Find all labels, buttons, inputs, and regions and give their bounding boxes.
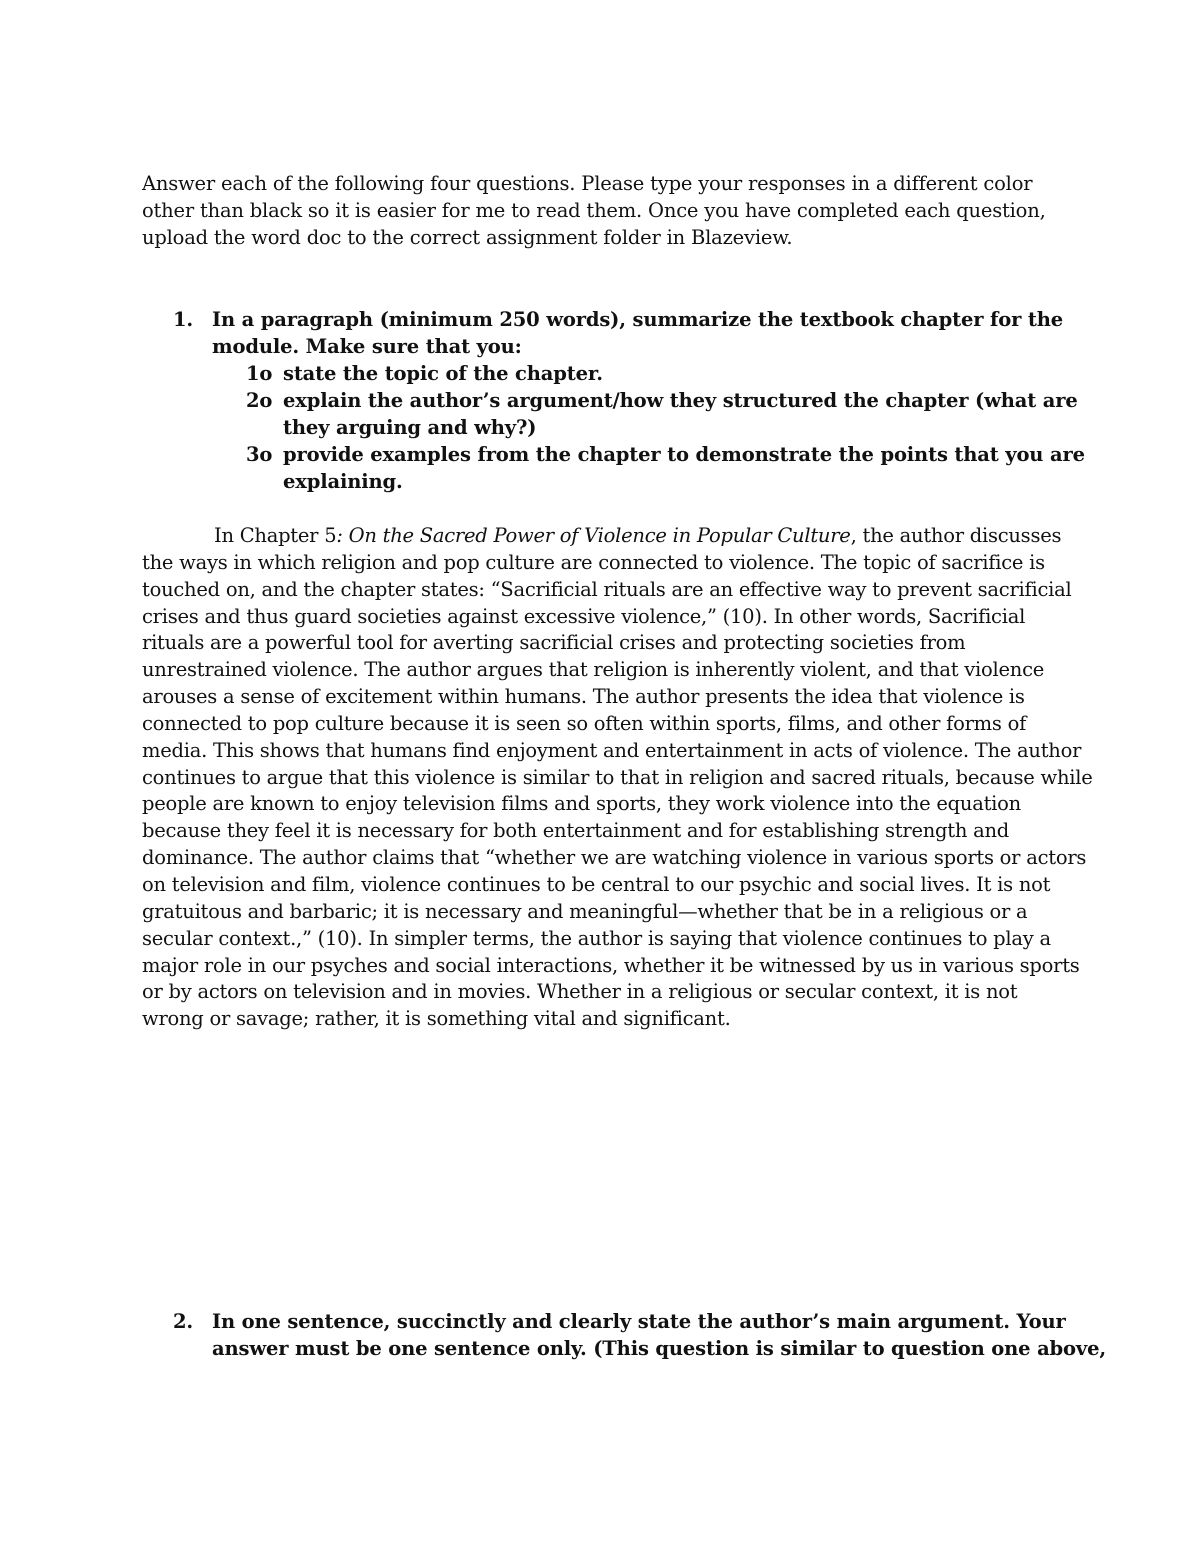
answer-line: arouses a sense of excitement within humans. The author presents the idea that violence is — [142, 685, 1025, 709]
sublist-item-number: 2o — [246, 389, 273, 412]
answer-line: on television and film, violence continues to be central to our psychic and social lives. It is not — [142, 872, 1051, 896]
sublist-item-number: 3o — [246, 443, 273, 466]
answer-line: touched on, and the chapter states: “Sacrificial rituals are an effective way to prevent sacrificial — [142, 577, 1072, 601]
answer-line: media. This shows that humans find enjoyment and entertainment in acts of violence. The author — [142, 738, 1082, 762]
instructions-paragraph — [142, 170, 1072, 251]
answer-line: continues to argue that this violence is similar to that in religion and sacred rituals, because while — [142, 765, 1093, 789]
instructions-line: upload the word doc to the correct assignment folder in Blazeview. — [142, 226, 793, 249]
answer-line: major role in our psyches and social interactions, whether it be witnessed by us in various sports — [142, 953, 1080, 977]
sublist-item-text: provide examples from the chapter to demonstrate the points that you are — [283, 443, 1085, 466]
sublist-item-number: 1o — [246, 362, 273, 385]
question-2-line: In one sentence, succinctly and clearly state the author’s main argument. Your — [212, 1310, 1066, 1333]
answer-line: rituals are a powerful tool for averting sacrificial crises and protecting societies from — [142, 631, 966, 655]
answer-line: crises and thus guard societies against excessive violence,” (10). In other words, Sacrificial — [142, 604, 1026, 628]
sublist-item — [246, 387, 1078, 441]
instructions-line: Answer each of the following four questions. Please type your responses in a different color — [142, 172, 1033, 195]
sublist-item-text: state the topic of the chapter. — [283, 362, 603, 385]
answer-line: the ways in which religion and pop culture are connected to violence. The topic of sacrifice is — [142, 550, 1045, 574]
answer-line: gratuitous and barbaric; it is necessary and meaningful—whether that be in a religious or a — [142, 899, 1028, 923]
instructions-line: other than black so it is easier for me to read them. Once you have completed each question, — [142, 199, 1046, 222]
answer-line: secular context.,” (10). In simpler terms, the author is saying that violence continues to play a — [142, 926, 1051, 950]
answer-first-line-prefix: In Chapter 5 — [214, 524, 337, 547]
answer-line: unrestrained violence. The author argues that religion is inherently violent, and that violence — [142, 658, 1045, 682]
sublist-item-text: explaining. — [283, 470, 403, 493]
answer-line: wrong or savage; rather, it is something vital and significant. — [142, 1007, 731, 1031]
answer-line: because they feel it is necessary for both entertainment and for establishing strength and — [142, 819, 1010, 843]
answer-1-paragraph — [142, 523, 1093, 1033]
question-2-text — [212, 1308, 1106, 1362]
sublist-item-text: they arguing and why?) — [283, 416, 537, 439]
question-1-line: module. Make sure that you: — [212, 335, 522, 358]
sublist-item — [246, 360, 1066, 387]
answer-first-line-suffix: , the author discusses — [850, 524, 1062, 547]
sublist-item — [246, 441, 1085, 495]
answer-line: or by actors on television and in movies. Whether in a religious or secular context, it is not — [142, 980, 1018, 1004]
question-1-number: 1. — [173, 308, 194, 331]
sublist-item-text: explain the author’s argument/how they structured the chapter (what are — [283, 389, 1078, 412]
question-1-sublist — [246, 360, 1085, 495]
question-1-line: In a paragraph (minimum 250 words), summarize the textbook chapter for the — [212, 308, 1064, 331]
answer-line: connected to pop culture because it is seen so often within sports, films, and other forms of — [142, 711, 1027, 735]
question-2-number: 2. — [173, 1310, 194, 1333]
question-2-line: answer must be one sentence only. (This question is similar to question one above, — [212, 1337, 1106, 1360]
answer-line: dominance. The author claims that “whether we are watching violence in various sports or actors — [142, 846, 1087, 870]
answer-first-line — [142, 523, 1077, 550]
answer-line: people are known to enjoy television films and sports, they work violence into the equation — [142, 792, 1021, 816]
chapter-title: : On the Sacred Power of Violence in Popular Culture — [336, 524, 851, 547]
question-1-text — [212, 306, 1063, 360]
